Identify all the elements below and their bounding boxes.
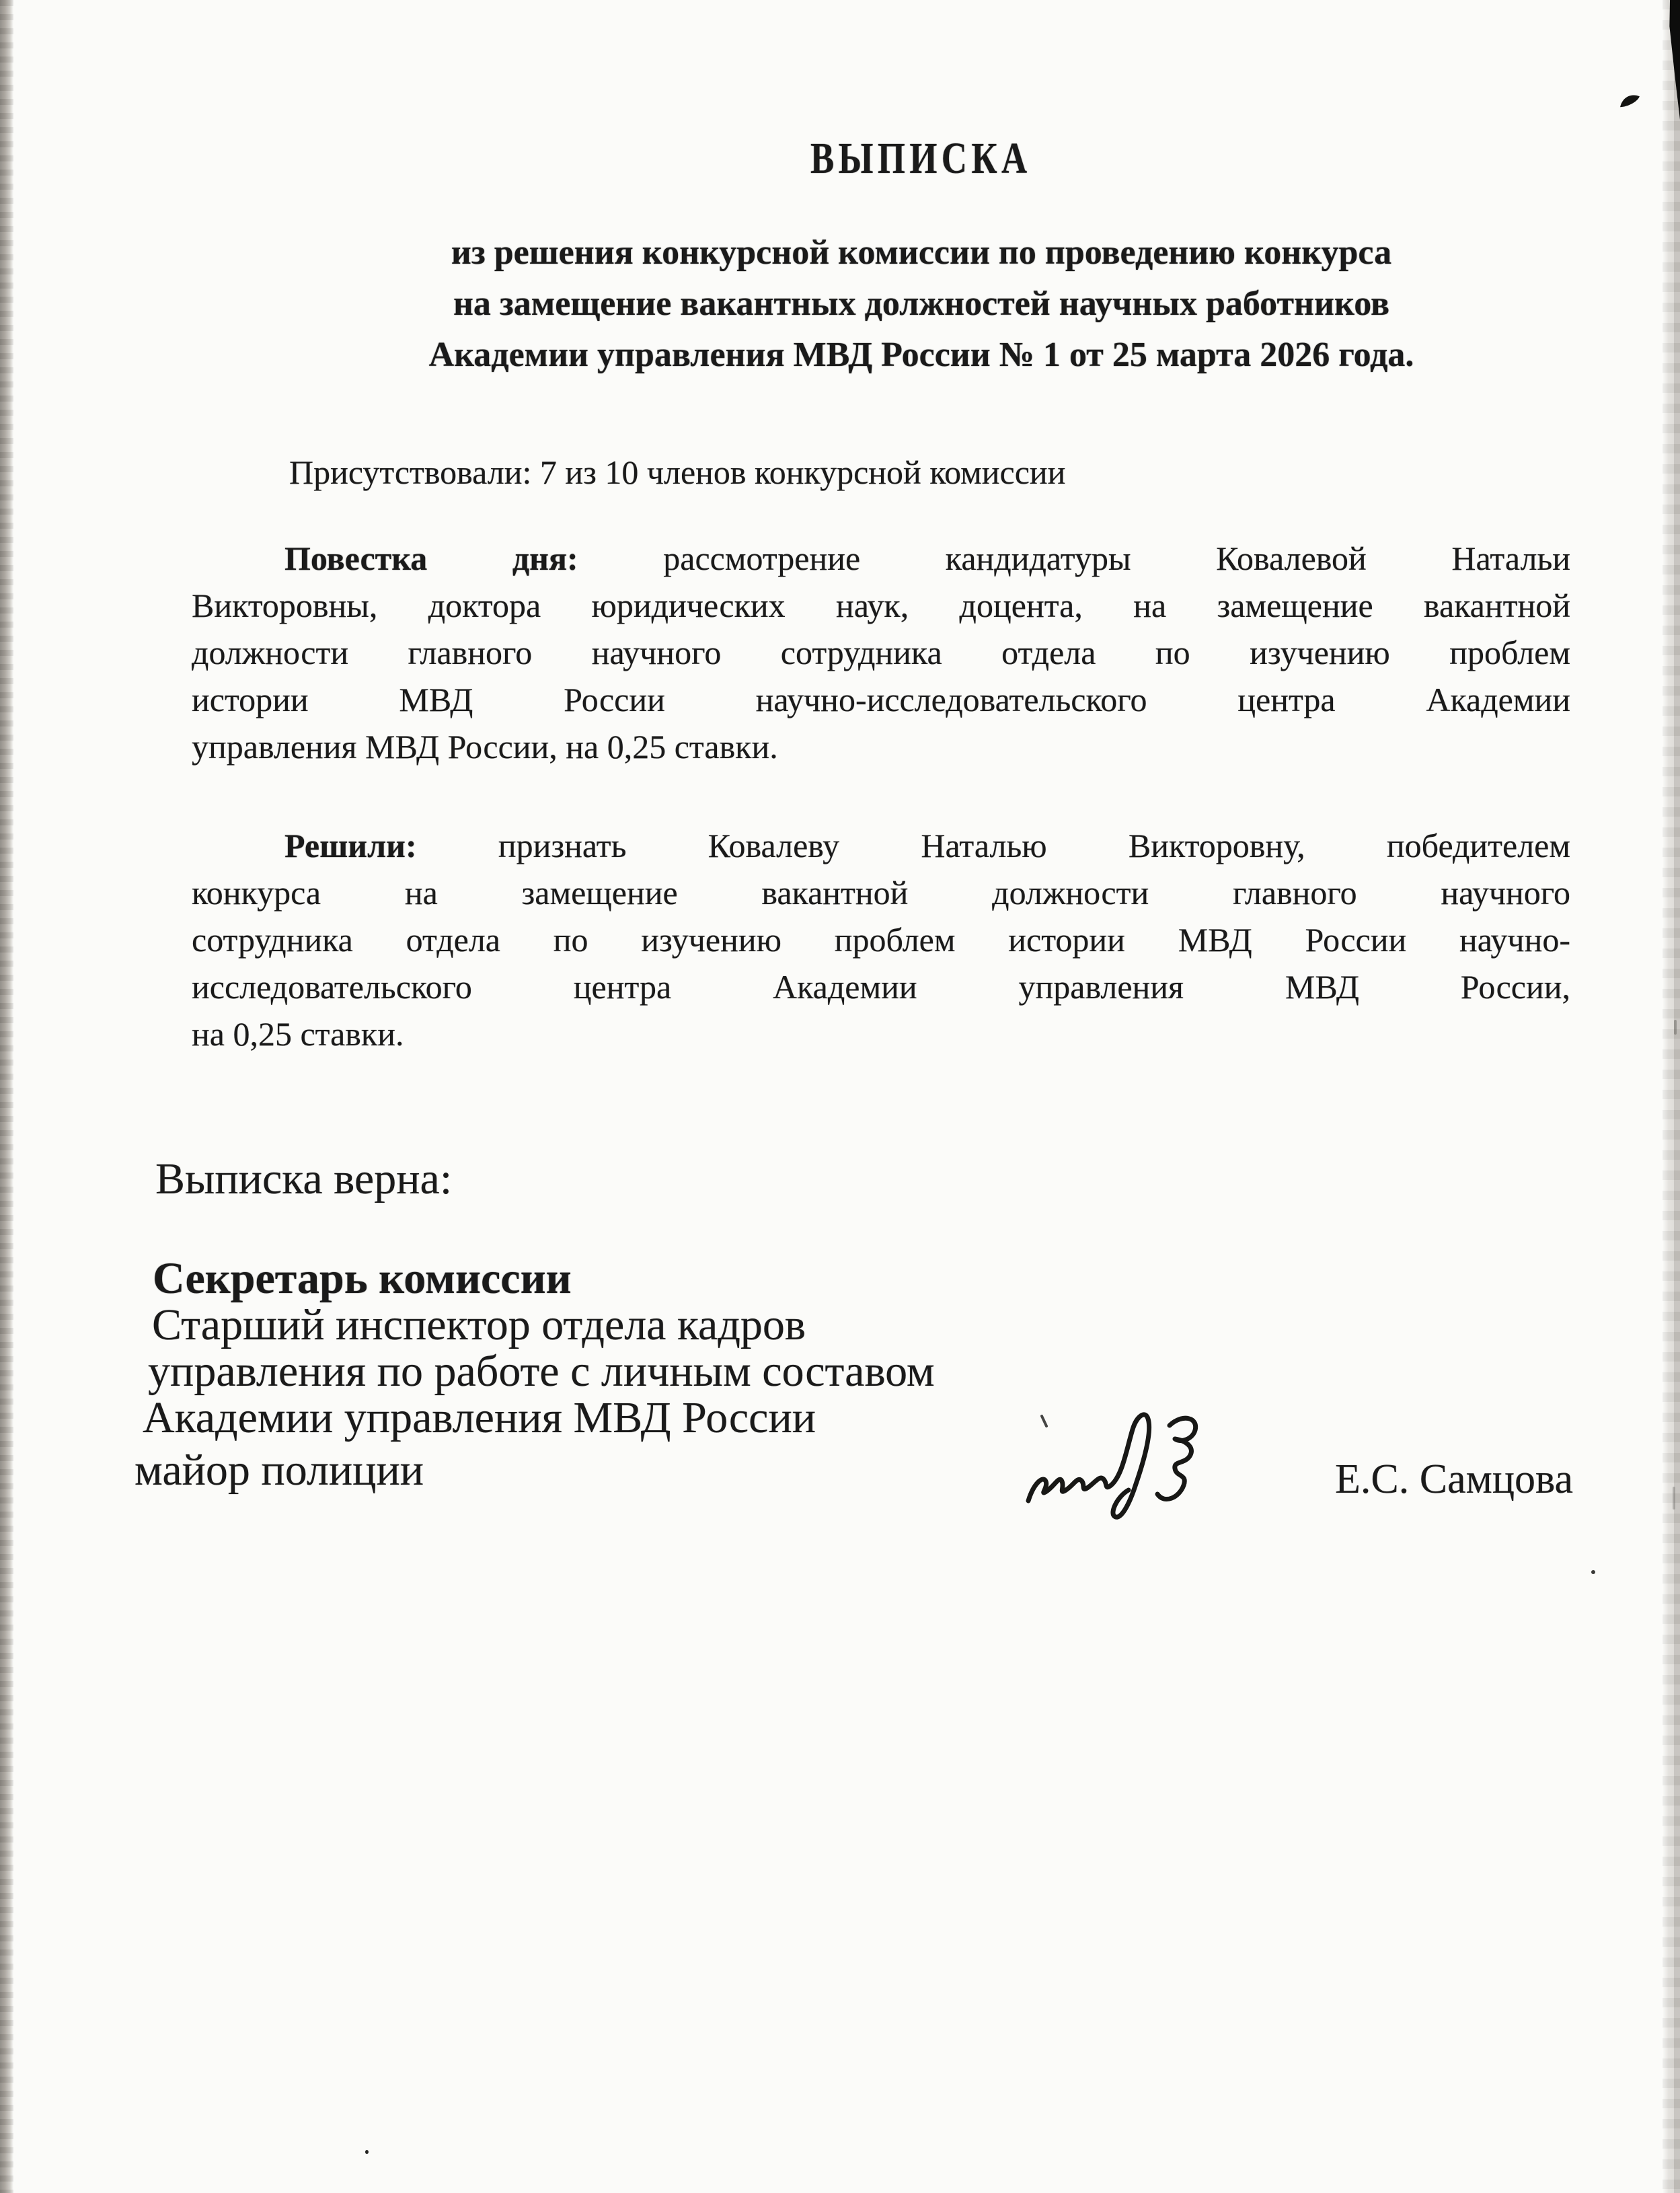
agenda-paragraph (192, 535, 1570, 770)
scan-speck (1591, 1570, 1595, 1574)
agenda-line: Викторовны, доктора юридических наук, доцента, на замещение вакантной (192, 587, 1570, 624)
agenda-line: истории МВД России научно-исследовательского центра Академии (192, 681, 1570, 718)
signatory-position-line: управления по работе с личным составом (148, 1347, 935, 1396)
decision-lead-label: Решили: (284, 827, 417, 864)
signatory-block (135, 1255, 935, 1493)
decision-line: конкурса на замещение вакантной должности главного научного (192, 874, 1570, 912)
decision-line: сотрудника отдела по изучению проблем истории МВД России научно- (192, 921, 1570, 959)
handwritten-signature-icon (1019, 1408, 1214, 1536)
header-line: на замещение вакантных должностей научных работников (453, 285, 1390, 323)
decision-line: на 0,25 ставки. (192, 1015, 404, 1053)
signatory-position-line: майор полиции (135, 1446, 424, 1495)
decision-first-line-text: признать Ковалеву Наталью Викторовну, победителем (498, 827, 1571, 864)
certification-line: Выписка верна: (155, 1154, 453, 1203)
agenda-line (192, 535, 1570, 582)
agenda-line: должности главного научного сотрудника отдела по изучению проблем (192, 634, 1570, 671)
scan-edge-left (0, 0, 13, 2193)
signatory-position-line: Старший инспектор отдела кадров (152, 1300, 806, 1349)
document-title-text: ВЫПИСКА (810, 134, 1032, 183)
document-header (289, 227, 1554, 381)
signatory-position-line: Академии управления МВД России (143, 1393, 816, 1442)
decision-line (192, 822, 1570, 869)
agenda-first-line-text: рассмотрение кандидатуры Ковалевой Натальи (663, 540, 1571, 577)
decision-paragraph (192, 822, 1570, 1057)
scan-speck (365, 2150, 369, 2154)
attendance-line: Присутствовали: 7 из 10 членов конкурсной комиссии (289, 453, 1066, 491)
signatory-name: Е.С. Самцова (1335, 1456, 1573, 1502)
signatory-position-title: Секретарь комиссии (153, 1254, 572, 1303)
agenda-lead-label: Повестка дня: (284, 540, 578, 577)
decision-line: исследовательского центра Академии управления МВД России, (192, 968, 1570, 1006)
agenda-line: управления МВД России, на 0,25 ставки. (192, 728, 778, 766)
header-line: Академии управления МВД России № 1 от 25 марта 2026 года. (428, 336, 1414, 374)
ink-mark (1617, 89, 1646, 114)
header-line: из решения конкурсной комиссии по проведению конкурса (451, 233, 1392, 272)
document-title (810, 134, 1087, 192)
scan-edge-right (1663, 0, 1680, 2193)
scan-speck (1674, 1020, 1677, 1035)
scan-speck (1673, 1487, 1675, 1510)
